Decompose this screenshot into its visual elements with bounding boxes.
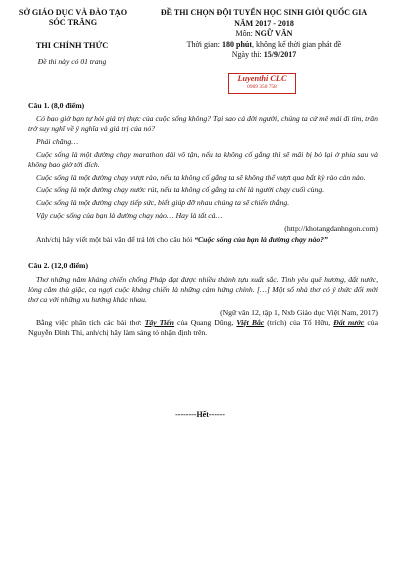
q1-paragraph-2: Phải chăng…	[36, 137, 79, 147]
q1-paragraph-6: Cuộc sống là một đường chạy tiếp sức, biết giúp đỡ nhau chúng ta sẽ chiến thắng.	[36, 198, 290, 208]
q2-prompt	[28, 318, 378, 338]
question-2-title: Câu 2. (12,0 điểm)	[28, 261, 89, 271]
poem-tay-tien: Tây Tiến	[144, 317, 174, 327]
issuing-authority	[14, 8, 132, 28]
poem-viet-bac: Việt Bắc	[236, 317, 265, 327]
org-line-1: SỞ GIÁO DỤC VÀ ĐÀO TẠO	[18, 8, 128, 17]
watermark-stamp	[228, 73, 296, 94]
q1-paragraph-7: Vậy cuộc sống của bạn là đường chạy nào… Hay là tất cả…	[36, 210, 223, 220]
question-1-title: Câu 1. (8,0 điểm)	[28, 101, 85, 110]
q1-paragraph-4: Cuộc sống là một đường chạy vượt rào, nếu ta không cố gắng ta sẽ không thể vượt qua bất kỳ rào cản nào.	[36, 172, 366, 182]
q1-source: (http://khotangdanhngon.com)	[284, 223, 378, 233]
q2-prompt-start: Bằng việc phân tích các bài thơ:	[36, 317, 145, 327]
q1-paragraph-3: Cuộc sống là một đường chạy marathon dài vô tận, nếu ta không cố gắng thì sẽ mãi bị bỏ lại ở phía sau và không bao giờ tới đích.	[28, 149, 378, 170]
q1-prompt-text: Anh/chị hãy viết một bài văn để trả lời cho câu hỏi	[36, 234, 195, 244]
q2-quote: Thơ những năm kháng chiến chống Pháp đạt được nhiều thành tựu xuất sắc. Tình yêu quê hương, đất nước, lòng căm thù giặc, ca ngợi cuộc kháng chiến là những cảm hứng chính. […] Một số nhà thơ có ý thức đổi mới thơ ca với những xu hướng khác nhau.	[28, 274, 378, 305]
q1-paragraph-1: Có bao giờ bạn tự hỏi giá trị thực của cuộc sống không? Tại sao cả đời người, chúng ta cứ mê mải đi tìm, trăn trở suy nghĩ về ý nghĩa và giá trị của nó?	[28, 114, 378, 134]
time-note: , không kể thời gian phát đề	[252, 39, 342, 49]
time-value: 180 phút	[222, 39, 253, 49]
date-label: Ngày thi:	[231, 50, 264, 59]
subject-value: NGỮ VĂN	[254, 29, 293, 38]
date-value: 15/9/2017	[263, 50, 297, 59]
q2-source: (Ngữ văn 12, tập 1, Nxb Giáo dục Việt Nam, 2017)	[220, 307, 378, 317]
q1-paragraph-5: Cuộc sống là một đường chạy nước rút, nếu ta không cố gắng ta chỉ là người chạy cuối cùng.	[36, 185, 325, 195]
pages-note: Đề thi này có 01 trang	[37, 57, 107, 66]
time-line	[138, 40, 390, 51]
org-line-2: SÓC TRĂNG	[48, 18, 98, 27]
exam-title: ĐỀ THI CHỌN ĐỘI TUYỂN HỌC SINH GIỎI QUỐC GIA	[160, 8, 368, 17]
time-label: Thời gian:	[186, 39, 222, 49]
exam-body	[28, 101, 378, 341]
subject-label: Môn:	[235, 29, 255, 38]
q2-prompt-part-2: của Quang Dũng,	[173, 317, 237, 327]
exam-year: NĂM 2017 - 2018	[234, 18, 294, 28]
q2-prompt-end: của Nguyễn Đình Thi, anh/chị hãy làm sáng tỏ nhận định trên.	[28, 317, 379, 338]
poem-dat-nuoc: Đất nước	[333, 317, 365, 327]
end-marker: --------Hết------	[175, 410, 225, 419]
official-label: THI CHÍNH THỨC	[35, 41, 109, 50]
subject-line	[138, 29, 390, 40]
q2-prompt-part-3: (trích) của Tố Hữu,	[264, 317, 334, 327]
exam-header	[138, 8, 390, 61]
q1-prompt	[28, 235, 378, 245]
q1-prompt-quote: “Cuộc sống của bạn là đường chạy nào?”	[194, 234, 328, 244]
stamp-name: Luyenthi CLC	[237, 74, 287, 83]
stamp-phone: 0969 350 758	[247, 84, 277, 90]
date-line	[138, 50, 390, 61]
